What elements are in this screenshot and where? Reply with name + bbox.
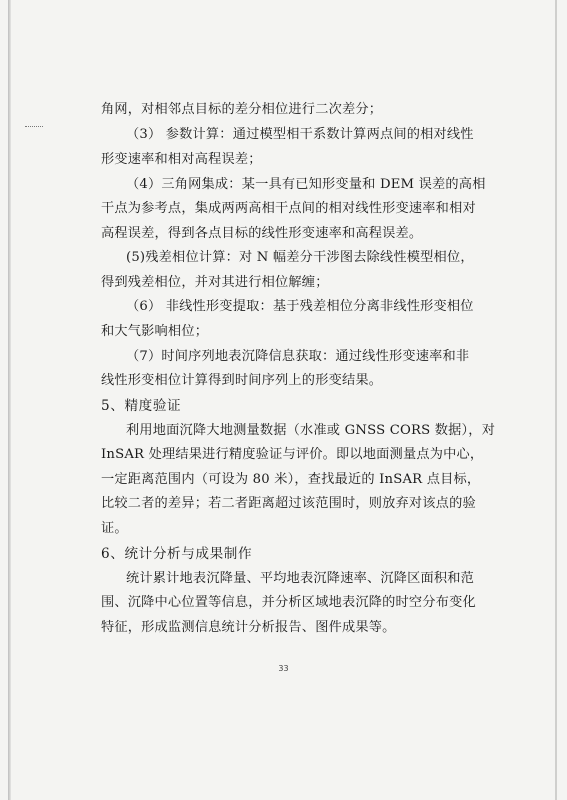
text-line: 围、沉降中心位置等信息，并分析区域地表沉降的时空分布变化 bbox=[101, 595, 476, 610]
text-line: 干点为参考点，集成两两高相干点间的相对线性形变速率和相对 bbox=[101, 201, 476, 216]
text-line: （7）时间序列地表沉降信息获取：通过线性形变速率和非 bbox=[126, 349, 470, 364]
text-line: 形变速率和相对高程误差； bbox=[101, 152, 262, 167]
text-line: 和大气影响相位； bbox=[101, 324, 209, 339]
page-number: 33 bbox=[278, 664, 289, 673]
section-heading: 6、统计分析与成果制作 bbox=[101, 546, 253, 562]
text-line: 线性形变相位计算得到时间序列上的形变结果。 bbox=[101, 373, 383, 388]
text-line: （6） 非线性形变提取：基于残差相位分离非线性形变相位 bbox=[126, 299, 474, 314]
text-line: 得到残差相位，并对其进行相位解缠； bbox=[101, 275, 329, 290]
text-line: 统计累计地表沉降量、平均地表沉降速率、沉降区面积和范 bbox=[126, 571, 475, 586]
text-line: 角网，对相邻点目标的差分相位进行二次差分； bbox=[101, 102, 383, 117]
text-line: 比较二者的差异；若二者距离超过该范围时，则放弃对该点的验 bbox=[101, 496, 476, 511]
text-line: (5)残差相位计算：对 N 幅差分干涉图去除线性模型相位， bbox=[126, 250, 474, 265]
text-line: （4）三角网集成：某一具有已知形变量和 DEM 误差的高相 bbox=[126, 177, 486, 192]
text-line: 特征，形成监测信息统计分析报告、图件成果等。 bbox=[101, 620, 396, 635]
section-heading: 5、精度验证 bbox=[101, 398, 182, 414]
text-line: （3） 参数计算：通过模型相干系数计算两点间的相对线性 bbox=[126, 127, 474, 142]
text-line: InSAR 处理结果进行精度验证与评价。即以地面测量点为中心， bbox=[101, 447, 484, 462]
text-line: 证。 bbox=[101, 521, 128, 536]
text-line: 利用地面沉降大地测量数据（水准或 GNSS CORS 数据），对 bbox=[126, 423, 496, 438]
text-line: 一定距离范围内（可设为 80 米），查找最近的 InSAR 点目标， bbox=[101, 472, 481, 487]
text-line: 高程误差，得到各点目标的线性形变速率和高程误差。 bbox=[101, 226, 423, 241]
